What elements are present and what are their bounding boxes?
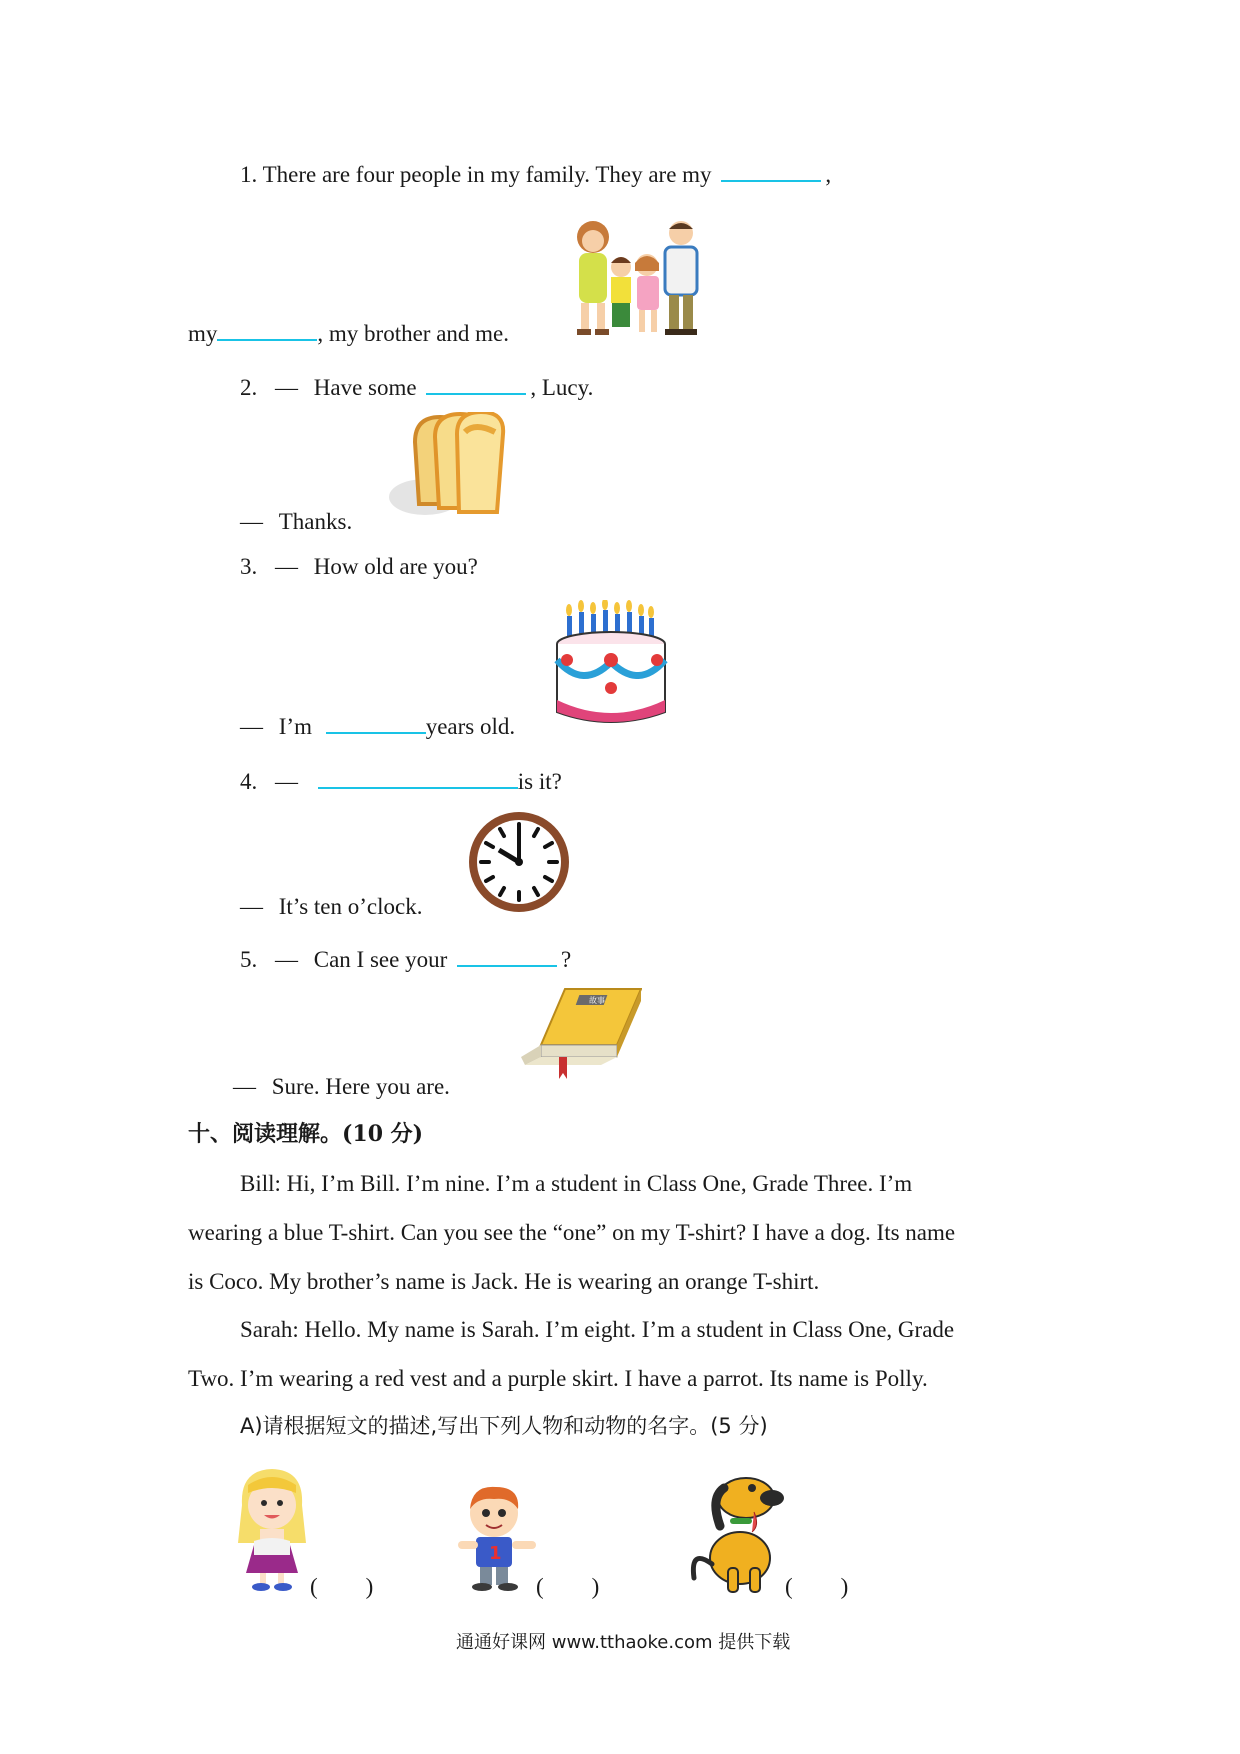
q2-reply-dash: — bbox=[240, 509, 263, 534]
q1-line1 bbox=[240, 163, 831, 186]
q3-number: 3. bbox=[240, 554, 258, 579]
q1-comma: , bbox=[825, 162, 832, 187]
passage-bill-3: is Coco. My brother’s name is Jack. He is wearing an orange T-shirt. bbox=[188, 1269, 820, 1294]
q3-dash: — bbox=[275, 554, 298, 579]
q3-reply-pre: I’m bbox=[278, 714, 312, 739]
paren-open-3: ( bbox=[785, 1574, 793, 1599]
q1-rest: , my brother and me. bbox=[317, 321, 510, 346]
q4-number: 4. bbox=[240, 769, 258, 794]
paren-open-1: ( bbox=[310, 1574, 318, 1599]
part-a-answer-3[interactable] bbox=[785, 1575, 848, 1598]
q4-tail: is it? bbox=[517, 769, 562, 794]
q1-my: my bbox=[188, 321, 218, 346]
q2-dash: — bbox=[275, 375, 298, 400]
q2-line bbox=[240, 376, 593, 399]
q2-blank[interactable] bbox=[426, 392, 526, 395]
q2-text: Have some bbox=[313, 375, 417, 400]
q2-reply: Thanks. bbox=[278, 509, 353, 534]
q3-reply-post: years old. bbox=[425, 714, 516, 739]
paren-close-1: ) bbox=[365, 1574, 374, 1599]
family-illustration bbox=[565, 215, 715, 340]
part-a-instruction: A)请根据短文的描述,写出下列人物和动物的名字。(5 分) bbox=[240, 1414, 768, 1438]
part-a-answer-2[interactable] bbox=[536, 1575, 599, 1598]
q3-blank[interactable] bbox=[326, 731, 426, 734]
footer-text: 通通好课网 www.tthaoke.com 提供下载 bbox=[456, 1632, 791, 1653]
section-10-title: 十、阅读理解。(10 分) bbox=[188, 1121, 424, 1147]
q1-number: 1. bbox=[240, 162, 258, 187]
paren-open-2: ( bbox=[536, 1574, 544, 1599]
q4-reply-line bbox=[240, 895, 422, 918]
paren-close-3: ) bbox=[840, 1574, 849, 1599]
q1-line2 bbox=[188, 322, 509, 345]
q5-text: Can I see your bbox=[313, 947, 448, 972]
q5-reply-dash: — bbox=[233, 1074, 256, 1099]
book-cover-label: 故事 bbox=[589, 996, 605, 1005]
q1-blank-2[interactable] bbox=[217, 338, 317, 341]
part-a-answer-1[interactable] bbox=[310, 1575, 373, 1598]
clock-illustration bbox=[465, 808, 573, 916]
q5-reply: Sure. Here you are. bbox=[271, 1074, 450, 1099]
q5-number: 5. bbox=[240, 947, 258, 972]
q5-dash: — bbox=[275, 947, 298, 972]
dog-illustration bbox=[680, 1468, 788, 1596]
q1-text: There are four people in my family. They are my bbox=[262, 162, 712, 187]
q5-blank[interactable] bbox=[457, 964, 557, 967]
q5-reply-line bbox=[233, 1075, 450, 1098]
passage-sarah-1: Sarah: Hello. My name is Sarah. I’m eight. I’m a student in Class One, Grade bbox=[240, 1317, 955, 1342]
girl-illustration bbox=[232, 1465, 312, 1595]
q4-line bbox=[240, 770, 562, 793]
q2-reply-line bbox=[240, 510, 352, 533]
q1-blank-1[interactable] bbox=[721, 179, 821, 182]
q3-text: How old are you? bbox=[313, 554, 478, 579]
birthday-cake-illustration bbox=[553, 600, 671, 732]
q2-tail: , Lucy. bbox=[530, 375, 594, 400]
q4-reply: It’s ten o’clock. bbox=[278, 894, 423, 919]
passage-sarah-2: Two. I’m wearing a red vest and a purple skirt. I have a parrot. Its name is Polly. bbox=[188, 1366, 928, 1391]
passage-bill-1: Bill: Hi, I’m Bill. I’m nine. I’m a student in Class One, Grade Three. I’m bbox=[240, 1171, 913, 1196]
passage-bill-2: wearing a blue T-shirt. Can you see the “one” on my T-shirt? I have a dog. Its name bbox=[188, 1220, 956, 1245]
paren-close-2: ) bbox=[591, 1574, 600, 1599]
q3-reply-line bbox=[240, 715, 515, 738]
q2-number: 2. bbox=[240, 375, 258, 400]
q5-tail: ? bbox=[561, 947, 572, 972]
book-illustration bbox=[517, 985, 642, 1085]
boy-illustration bbox=[452, 1483, 542, 1595]
bread-illustration bbox=[385, 412, 515, 527]
q4-blank[interactable] bbox=[318, 786, 518, 789]
svg-text:1: 1 bbox=[489, 1543, 502, 1564]
q4-reply-dash: — bbox=[240, 894, 263, 919]
q3-reply-dash: — bbox=[240, 714, 263, 739]
q5-line bbox=[240, 948, 571, 971]
q3-line bbox=[240, 555, 478, 578]
q4-dash: — bbox=[275, 769, 298, 794]
